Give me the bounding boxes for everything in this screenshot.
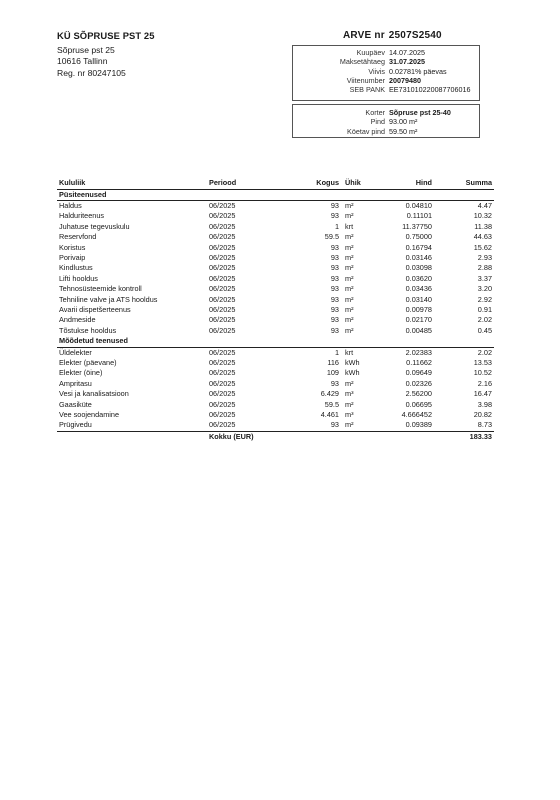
cell-name: Vee soojendamine (59, 410, 120, 420)
cell-qty: 93 (330, 273, 339, 283)
property-detail-row (297, 108, 475, 117)
cell-name: Andmeside (59, 315, 96, 325)
cell-price: 0.03620 (405, 273, 432, 283)
cell-qty: 59.5 (324, 399, 339, 409)
table-row (57, 305, 494, 315)
cell-qty: 109 (326, 368, 339, 378)
cell-period: 06/2025 (209, 304, 236, 314)
table-row (57, 420, 494, 431)
issuer-address-line2: 10616 Tallinn (57, 56, 108, 67)
cell-name: Gaasiküte (59, 399, 92, 409)
cell-name: Lifti hooldus (59, 273, 98, 283)
cell-unit: kWh (345, 368, 360, 378)
property-detail-label: Pind (370, 117, 385, 127)
cell-period: 06/2025 (209, 347, 236, 357)
property-detail-value: 93.00 m² (389, 117, 418, 127)
table-row (57, 358, 494, 368)
table-row (57, 284, 494, 294)
invoice-detail-label: SEB PANK (349, 85, 385, 95)
cell-name: Elekter (päevane) (59, 358, 117, 367)
table-row (57, 368, 494, 378)
cell-price: 0.02170 (405, 315, 432, 325)
cell-price: 0.06695 (405, 399, 432, 409)
cell-price: 0.75000 (405, 232, 432, 242)
cell-qty: 1 (334, 347, 339, 357)
invoice-detail-label: Viivis (368, 66, 385, 76)
cell-sum: 4.47 (477, 200, 492, 210)
table-row (57, 232, 494, 242)
cell-qty: 59.5 (324, 232, 339, 242)
invoice-detail-label: Viitenumber (346, 75, 385, 85)
cell-price: 0.03436 (405, 284, 432, 294)
cell-name: Vesi ja kanalisatsioon (59, 389, 129, 399)
table-row (57, 389, 494, 399)
invoice-detail-label: Maksetähtaeg (339, 57, 385, 67)
table-row (57, 253, 494, 263)
table-row (57, 200, 494, 211)
cell-sum: 10.32 (473, 211, 492, 221)
invoice-detail-row (297, 48, 475, 57)
cell-period: 06/2025 (209, 315, 236, 325)
invoice-detail-row (297, 76, 475, 85)
cell-period: 06/2025 (209, 221, 236, 231)
cell-period: 06/2025 (209, 325, 236, 335)
cell-period: 06/2025 (209, 252, 236, 262)
cell-sum: 2.16 (477, 378, 492, 388)
table-row (57, 222, 494, 232)
cell-unit: m² (345, 252, 354, 262)
property-detail-label: Korter (365, 108, 385, 117)
cell-qty: 93 (330, 325, 339, 335)
cell-price: 0.00978 (405, 304, 432, 314)
cell-qty: 93 (330, 200, 339, 210)
cell-sum: 2.02 (477, 315, 492, 325)
invoice-detail-value: 0.02781% päevas (389, 66, 447, 76)
cell-price: 11.37750 (402, 221, 432, 231)
invoice-number: 2507S2540 (388, 30, 442, 41)
cell-period: 06/2025 (209, 273, 236, 283)
cell-unit: krt (345, 347, 354, 357)
cell-unit: m² (345, 232, 354, 242)
issuer-address-line1: Sõpruse pst 25 (57, 44, 115, 55)
cell-price: 0.11101 (406, 211, 432, 221)
cell-unit: m³ (345, 410, 354, 420)
cell-price: 0.03098 (405, 263, 432, 273)
cell-period: 06/2025 (209, 200, 236, 210)
cell-name: Avarii dispetšerteenus (59, 304, 131, 314)
property-detail-row (297, 117, 475, 126)
cell-unit: m² (345, 294, 354, 304)
total-spacer (57, 431, 207, 442)
invoice-details-box (292, 45, 480, 101)
cell-qty: 93 (330, 242, 339, 252)
table-row (57, 315, 494, 325)
cell-sum: 13.53 (473, 358, 492, 367)
invoice-detail-label: Kuupäev (356, 48, 385, 57)
cell-qty: 93 (330, 304, 339, 314)
total-row (57, 431, 494, 442)
section-header-row (57, 336, 494, 347)
cell-sum: 3.20 (477, 284, 492, 294)
table-row (57, 263, 494, 273)
cell-unit: m² (345, 263, 354, 273)
cell-price: 0.16794 (405, 242, 432, 252)
cell-period: 06/2025 (209, 389, 236, 399)
property-detail-value: Sõpruse pst 25-40 (389, 108, 451, 117)
cell-sum: 10.52 (473, 368, 492, 378)
cell-sum: 15.62 (473, 242, 492, 252)
cell-qty: 93 (330, 420, 339, 430)
invoice-detail-value: EE731010220087706016 (389, 85, 471, 95)
cell-sum: 2.93 (477, 252, 492, 262)
issuer-reg-number: Reg. nr 80247105 (57, 67, 126, 78)
cell-name: Tehnosüsteemide kontroll (59, 284, 142, 294)
cell-period: 06/2025 (209, 410, 236, 420)
total-label: Kokku (EUR) (207, 431, 279, 442)
invoice-detail-value: 14.07.2025 (389, 48, 425, 57)
cell-period: 06/2025 (209, 263, 236, 273)
cell-unit: m³ (345, 389, 354, 399)
cell-name: Ampritasu (59, 378, 92, 388)
cell-period: 06/2025 (209, 368, 236, 378)
property-detail-row (297, 127, 475, 136)
cell-period: 06/2025 (209, 378, 236, 388)
cell-price: 2.02383 (405, 347, 432, 357)
cell-sum: 3.98 (477, 399, 492, 409)
cell-sum: 44.63 (473, 232, 492, 242)
cell-unit: m² (345, 315, 354, 325)
cell-sum: 2.88 (477, 263, 492, 273)
cell-unit: m² (345, 399, 354, 409)
cell-price: 0.11662 (406, 358, 432, 367)
cell-qty: 93 (330, 284, 339, 294)
cell-sum: 0.91 (477, 304, 492, 314)
table-row (57, 347, 494, 358)
cell-unit: m² (345, 200, 354, 210)
issuer-name: KÜ SÕPRUSE PST 25 (57, 30, 155, 41)
cell-period: 06/2025 (209, 358, 236, 367)
cell-name: Koristus (59, 242, 86, 252)
header-periood: Periood (207, 178, 279, 189)
cell-unit: m² (345, 378, 354, 388)
table-row (57, 326, 494, 336)
cell-unit: m² (345, 304, 354, 314)
cell-unit: kWh (345, 358, 360, 367)
cell-sum: 2.02 (477, 347, 492, 357)
table-row (57, 410, 494, 420)
cell-sum: 3.37 (477, 273, 492, 283)
cell-name: Juhatuse tegevuskulu (59, 221, 130, 231)
invoice-number-heading (343, 30, 442, 41)
cell-name: Halduriteenus (59, 211, 105, 221)
cell-sum: 2.92 (477, 294, 492, 304)
cell-period: 06/2025 (209, 420, 236, 430)
property-detail-label: Köetav pind (347, 126, 385, 136)
cell-price: 0.09649 (405, 368, 432, 378)
cell-price: 0.03146 (405, 252, 432, 262)
charges-table (57, 178, 494, 442)
cell-qty: 93 (330, 263, 339, 273)
cell-price: 0.03140 (405, 294, 432, 304)
cell-name: Haldus (59, 200, 82, 210)
cell-qty: 93 (330, 315, 339, 325)
cell-qty: 1 (334, 221, 339, 231)
table-row (57, 243, 494, 253)
cell-sum: 16.47 (473, 389, 492, 399)
cell-name: Kindlustus (59, 263, 93, 273)
invoice-detail-row (297, 67, 475, 76)
cell-name: Üldelekter (59, 347, 92, 357)
header-hind: Hind (371, 178, 434, 189)
cell-name: Porivaip (59, 252, 86, 262)
invoice-detail-value: 20079480 (389, 75, 421, 85)
cell-name: Tehniline valve ja ATS hooldus (59, 294, 158, 304)
total-spacer (371, 431, 434, 442)
cell-price: 0.09389 (405, 420, 432, 430)
cell-unit: krt (345, 221, 354, 231)
header-summa: Summa (434, 178, 494, 189)
table-row (57, 274, 494, 284)
cell-price: 4.666452 (401, 410, 432, 420)
cell-qty: 93 (330, 378, 339, 388)
issuer-block (57, 30, 155, 79)
section-title: Mõõdetud teenused (57, 336, 494, 347)
cell-sum: 8.73 (477, 420, 492, 430)
cell-unit: m² (345, 325, 354, 335)
cell-qty: 4.461 (320, 410, 339, 420)
cell-period: 06/2025 (209, 294, 236, 304)
cell-price: 0.00485 (405, 325, 432, 335)
cell-qty: 93 (330, 252, 339, 262)
section-title: Püsiteenused (57, 189, 494, 200)
charges-table-body (57, 189, 494, 442)
cell-sum: 11.38 (474, 221, 492, 231)
cell-price: 2.56200 (405, 389, 432, 399)
cell-period: 06/2025 (209, 284, 236, 294)
invoice-label: ARVE nr (343, 30, 385, 41)
table-row (57, 400, 494, 410)
cell-unit: m² (345, 420, 354, 430)
cell-unit: m² (345, 273, 354, 283)
invoice-detail-row (297, 85, 475, 94)
cell-name: Reservfond (59, 232, 97, 242)
cell-name: Tõstukse hooldus (59, 325, 117, 335)
cell-period: 06/2025 (209, 399, 236, 409)
cell-unit: m² (345, 242, 354, 252)
header-kogus: Kogus (279, 178, 341, 189)
table-row (57, 379, 494, 389)
cell-qty: 6.429 (320, 389, 339, 399)
table-row (57, 295, 494, 305)
cell-name: Elekter (öine) (59, 368, 103, 378)
cell-sum: 20.82 (473, 410, 492, 420)
cell-unit: m² (345, 284, 354, 294)
invoice-detail-row (297, 57, 475, 66)
property-details-box (292, 104, 480, 138)
cell-sum: 0.45 (477, 325, 492, 335)
cell-qty: 116 (327, 358, 339, 367)
total-spacer (279, 431, 341, 442)
property-detail-value: 59.50 m² (389, 126, 418, 136)
cell-price: 0.02326 (405, 378, 432, 388)
invoice-detail-value: 31.07.2025 (389, 57, 425, 67)
cell-period: 06/2025 (209, 211, 236, 221)
table-header-row (57, 178, 494, 189)
cell-qty: 93 (330, 211, 339, 221)
cell-name: Prügivedu (59, 420, 92, 430)
cell-period: 06/2025 (209, 232, 236, 242)
header-kululiik: Kululiik (57, 178, 207, 189)
total-spacer (341, 431, 371, 442)
cell-period: 06/2025 (209, 242, 236, 252)
cell-price: 0.04810 (405, 200, 432, 210)
total-sum: 183.33 (434, 431, 494, 442)
table-row (57, 211, 494, 221)
header-uhik: Ühik (341, 178, 371, 189)
cell-qty: 93 (330, 294, 339, 304)
cell-unit: m² (345, 211, 354, 221)
section-header-row (57, 189, 494, 200)
